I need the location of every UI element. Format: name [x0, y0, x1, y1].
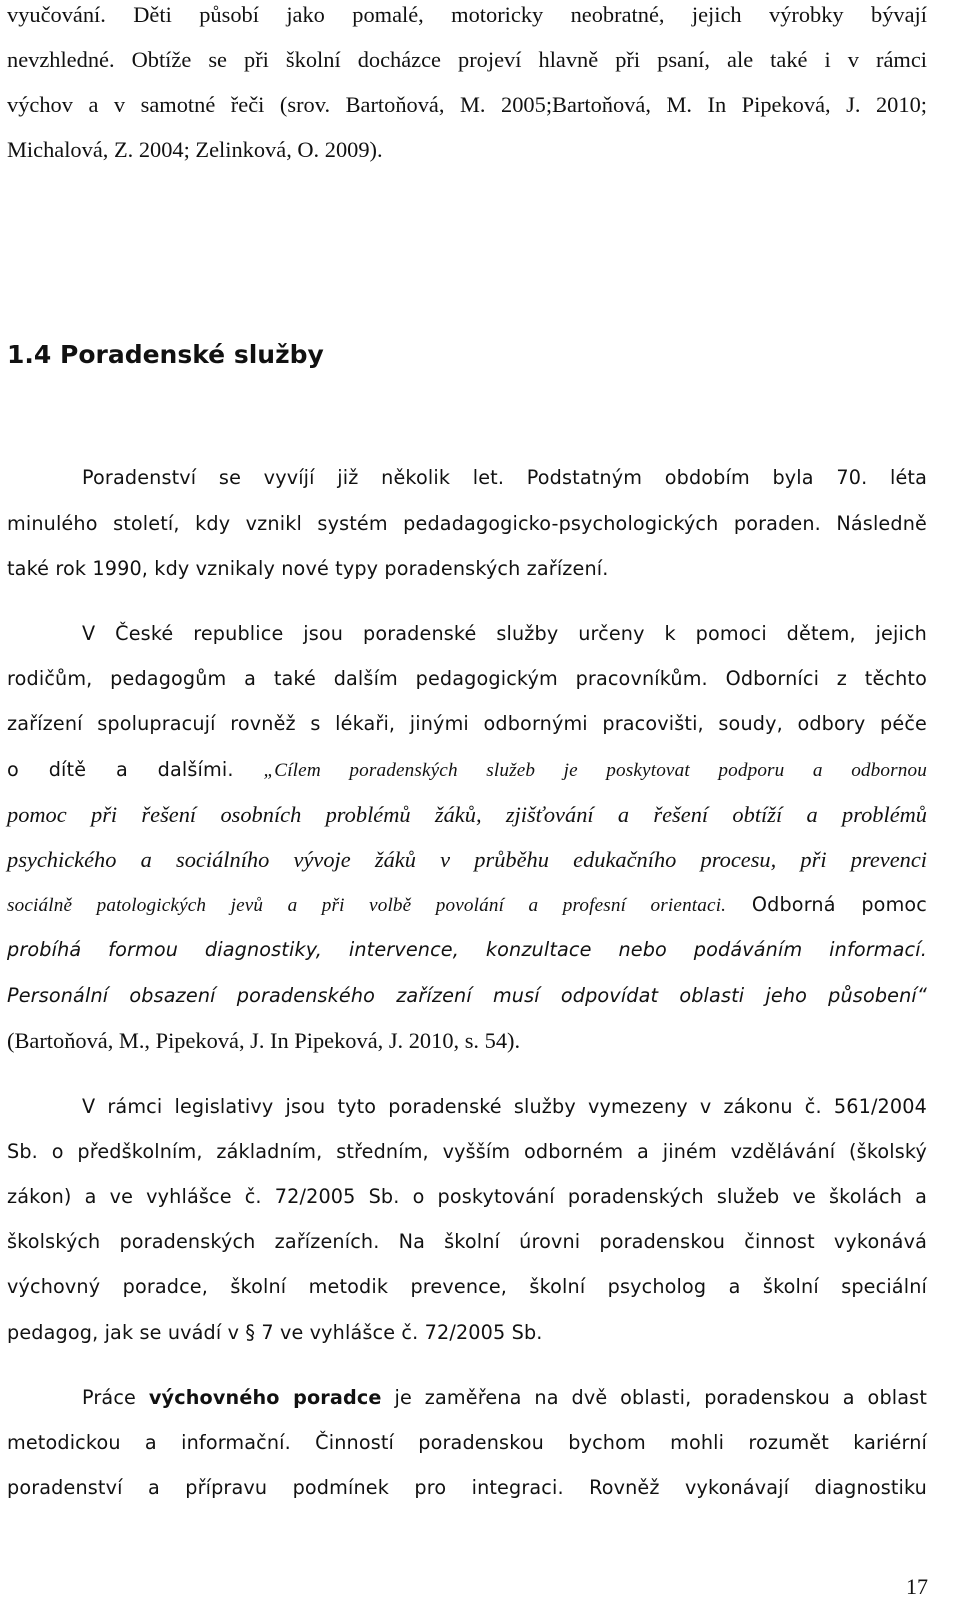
text-line: Personální obsazení poradenského zařízení musí odpovídat oblasti jeho působení“ [7, 984, 927, 1007]
text-line: minulého století, kdy vznikl systém pedadagogicko-psychologických poraden. Následně [7, 512, 927, 535]
text-line-mixed [7, 890, 927, 921]
text-line: probíhá formou diagnostiky, intervence, konzultace nebo podáváním informací. [7, 938, 927, 961]
text-line: pedagog, jak se uvádí v § 7 ve vyhlášce č. 72/2005 Sb. [7, 1321, 543, 1344]
bold-span: výchovného poradce [148, 1386, 382, 1409]
text-line: V rámci legislativy jsou tyto poradenské služby vymezeny v zákonu č. 561/2004 [82, 1095, 927, 1118]
quote-span: „Cílem poradenských služeb je poskytovat podporu a odbornou [263, 760, 928, 781]
text-line: školských poradenských zařízeních. Na školní úrovni poradenskou činnost vykonává [7, 1230, 927, 1253]
text-line: nevzhledné. Obtíže se při školní docházce projeví hlavně při psaní, ale také i v rámci [7, 47, 927, 72]
section-heading: 1.4 Poradenské služby [7, 340, 324, 369]
text-line: Sb. o předškolním, základním, středním, vyšším odborném a jiném vzdělávání (školský [7, 1140, 927, 1163]
text-line: zařízení spolupracují rovněž s lékaři, jinými odbornými pracovišti, soudy, odbory péče [7, 712, 927, 735]
text-span: Odborná pomoc [751, 893, 927, 916]
page-number: 17 [906, 1574, 928, 1599]
text-line-mixed [82, 1383, 927, 1413]
text-line: Poradenství se vyvíjí již několik let. Podstatným obdobím byla 70. léta [82, 466, 927, 489]
text-line: také rok 1990, kdy vznikaly nové typy poradenských zařízení. [7, 557, 609, 580]
text-line: zákon) a ve vyhlášce č. 72/2005 Sb. o poskytování poradenských služeb ve školách a [7, 1185, 927, 1208]
text-span: je zaměřena na dvě oblasti, poradenskou a oblast [381, 1386, 927, 1409]
text-line: výchovný poradce, školní metodik prevence, školní psycholog a školní speciální [7, 1275, 927, 1298]
text-line: výchov a v samotné řeči (srov. Bartoňová, M. 2005;Bartoňová, M. In Pipeková, J. 2010; [7, 92, 927, 117]
text-span: o dítě a dalšími. [7, 758, 234, 781]
citation-line: (Bartoňová, M., Pipeková, J. In Pipeková, J. 2010, s. 54). [7, 1028, 521, 1053]
quote-line: psychického a sociálního vývoje žáků v průběhu edukačního procesu, při prevenci [7, 847, 927, 872]
text-line: metodickou a informační. Činností poradenskou bychom mohli rozumět kariérní [7, 1431, 927, 1454]
quote-line: pomoc při řešení osobních problémů žáků, zjišťování a řešení obtíží a problémů [7, 802, 927, 827]
text-line: poradenství a přípravu podmínek pro integraci. Rovněž vykonávají diagnostiku [7, 1476, 927, 1499]
text-line-mixed [7, 755, 927, 786]
text-line: V České republice jsou poradenské služby určeny k pomoci dětem, jejich [82, 622, 927, 645]
text-line: vyučování. Děti působí jako pomalé, motoricky neobratné, jejich výrobky bývají [7, 2, 927, 27]
text-span: Práce [82, 1386, 149, 1409]
text-line: rodičům, pedagogům a také dalším pedagogickým pracovníkům. Odborníci z těchto [7, 667, 927, 690]
quote-span: sociálně patologických jevů a při volbě povolání a profesní orientaci. [7, 895, 727, 916]
text-line: Michalová, Z. 2004; Zelinková, O. 2009). [7, 137, 383, 162]
